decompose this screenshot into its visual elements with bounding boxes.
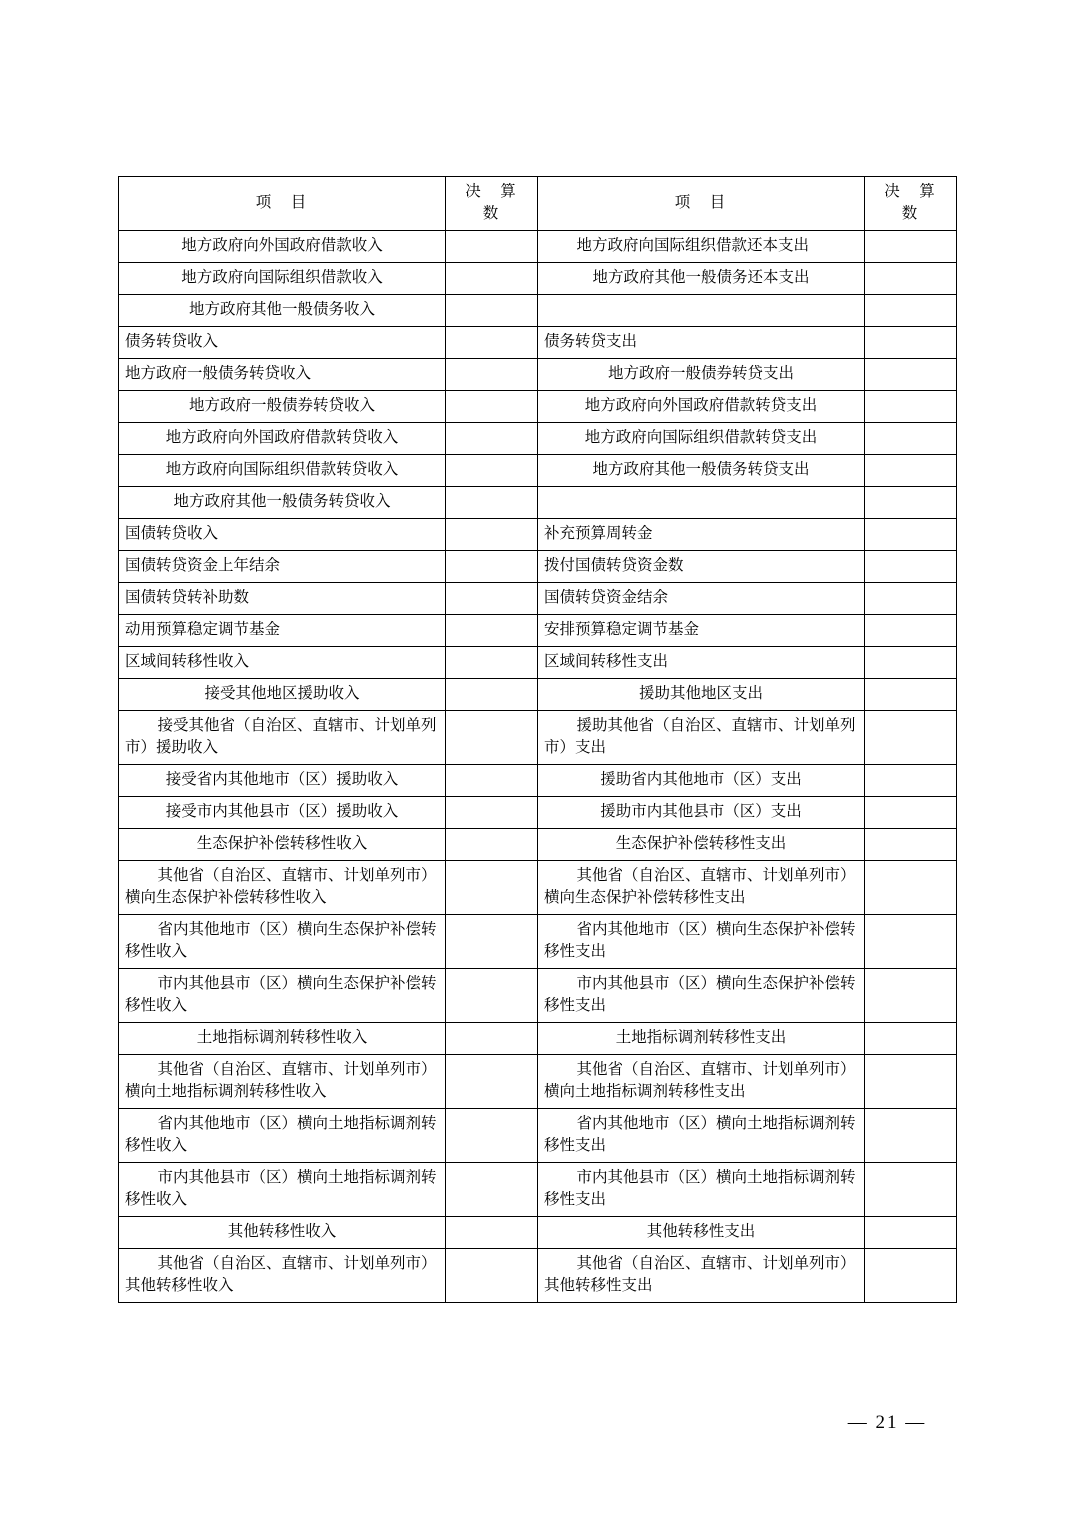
header-item-left: 项 目 [119, 177, 446, 231]
row-value-right [865, 861, 957, 915]
row-value-left [446, 1163, 538, 1217]
row-value-left [446, 765, 538, 797]
row-item-right: 市内其他县市（区）横向生态保护补偿转移性支出 [538, 969, 865, 1023]
table-row [119, 487, 957, 519]
row-value-left [446, 829, 538, 861]
table-row [119, 1109, 957, 1163]
row-item-right: 土地指标调剂转移性支出 [538, 1023, 865, 1055]
budget-table-container [118, 176, 956, 1303]
row-value-right [865, 765, 957, 797]
table-row [119, 1249, 957, 1303]
row-value-right [865, 679, 957, 711]
table-row [119, 455, 957, 487]
row-value-left [446, 711, 538, 765]
row-item-right: 其他省（自治区、直辖市、计划单列市）横向土地指标调剂转移性支出 [538, 1055, 865, 1109]
table-row [119, 829, 957, 861]
table-row [119, 765, 957, 797]
row-value-right [865, 455, 957, 487]
row-item-right: 地方政府向国际组织借款还本支出 [538, 231, 865, 263]
row-value-left [446, 1109, 538, 1163]
table-row [119, 711, 957, 765]
row-item-right: 援助省内其他地市（区）支出 [538, 765, 865, 797]
row-item-left: 地方政府其他一般债务转贷收入 [119, 487, 446, 519]
table-body [119, 231, 957, 1303]
row-item-left: 地方政府其他一般债务收入 [119, 295, 446, 327]
row-item-right: 其他省（自治区、直辖市、计划单列市）其他转移性支出 [538, 1249, 865, 1303]
row-item-left: 地方政府向国际组织借款收入 [119, 263, 446, 295]
header-item-right: 项 目 [538, 177, 865, 231]
row-value-right [865, 1055, 957, 1109]
table-row [119, 647, 957, 679]
row-item-left: 国债转贷转补助数 [119, 583, 446, 615]
row-item-right: 安排预算稳定调节基金 [538, 615, 865, 647]
table-row [119, 423, 957, 455]
row-item-right: 地方政府一般债券转贷支出 [538, 359, 865, 391]
row-value-right [865, 1163, 957, 1217]
table-row [119, 861, 957, 915]
row-value-left [446, 519, 538, 551]
row-value-right [865, 295, 957, 327]
row-item-left: 其他省（自治区、直辖市、计划单列市）横向生态保护补偿转移性收入 [119, 861, 446, 915]
row-value-right [865, 797, 957, 829]
row-item-left: 接受其他地区援助收入 [119, 679, 446, 711]
row-item-right: 市内其他县市（区）横向土地指标调剂转移性支出 [538, 1163, 865, 1217]
row-value-right [865, 359, 957, 391]
row-item-left: 市内其他县市（区）横向生态保护补偿转移性收入 [119, 969, 446, 1023]
row-item-left: 生态保护补偿转移性收入 [119, 829, 446, 861]
budget-table [118, 176, 957, 1303]
table-row [119, 583, 957, 615]
row-value-left [446, 327, 538, 359]
table-row [119, 1217, 957, 1249]
row-value-left [446, 1055, 538, 1109]
header-value-right: 决 算 数 [865, 177, 957, 231]
row-item-right: 债务转贷支出 [538, 327, 865, 359]
row-value-left [446, 231, 538, 263]
row-item-right: 其他转移性支出 [538, 1217, 865, 1249]
row-item-right: 地方政府其他一般债务还本支出 [538, 263, 865, 295]
row-item-right: 生态保护补偿转移性支出 [538, 829, 865, 861]
table-row [119, 1163, 957, 1217]
row-value-left [446, 583, 538, 615]
row-value-left [446, 359, 538, 391]
table-row [119, 797, 957, 829]
row-item-left: 其他转移性收入 [119, 1217, 446, 1249]
row-value-right [865, 423, 957, 455]
row-value-right [865, 519, 957, 551]
row-value-left [446, 263, 538, 295]
table-row [119, 327, 957, 359]
table-row [119, 295, 957, 327]
row-item-right: 补充预算周转金 [538, 519, 865, 551]
row-item-left: 其他省（自治区、直辖市、计划单列市）横向土地指标调剂转移性收入 [119, 1055, 446, 1109]
table-header-row [119, 177, 957, 231]
row-item-left: 债务转贷收入 [119, 327, 446, 359]
row-item-left: 国债转贷资金上年结余 [119, 551, 446, 583]
row-value-right [865, 391, 957, 423]
row-item-left: 地方政府向外国政府借款转贷收入 [119, 423, 446, 455]
row-item-right [538, 295, 865, 327]
row-value-right [865, 829, 957, 861]
row-value-right [865, 969, 957, 1023]
row-item-left: 地方政府向国际组织借款转贷收入 [119, 455, 446, 487]
row-value-left [446, 915, 538, 969]
row-value-left [446, 487, 538, 519]
row-item-right: 区域间转移性支出 [538, 647, 865, 679]
row-item-left: 接受省内其他地市（区）援助收入 [119, 765, 446, 797]
row-item-left: 其他省（自治区、直辖市、计划单列市）其他转移性收入 [119, 1249, 446, 1303]
row-value-left [446, 797, 538, 829]
row-value-right [865, 711, 957, 765]
row-value-left [446, 1249, 538, 1303]
row-value-left [446, 647, 538, 679]
table-row [119, 615, 957, 647]
row-value-left [446, 861, 538, 915]
page-number [0, 1412, 1074, 1434]
table-row [119, 551, 957, 583]
row-item-right: 地方政府向外国政府借款转贷支出 [538, 391, 865, 423]
row-value-left [446, 1217, 538, 1249]
row-value-left [446, 679, 538, 711]
table-row [119, 1055, 957, 1109]
table-row [119, 231, 957, 263]
table-row [119, 391, 957, 423]
page-number-label: — 21 — [847, 1412, 927, 1433]
row-item-left: 土地指标调剂转移性收入 [119, 1023, 446, 1055]
row-item-left: 省内其他地市（区）横向土地指标调剂转移性收入 [119, 1109, 446, 1163]
row-value-right [865, 1023, 957, 1055]
row-item-left: 地方政府一般债券转贷收入 [119, 391, 446, 423]
table-row [119, 915, 957, 969]
row-value-right [865, 327, 957, 359]
row-item-left: 动用预算稳定调节基金 [119, 615, 446, 647]
row-value-right [865, 231, 957, 263]
row-value-left [446, 615, 538, 647]
row-value-left [446, 1023, 538, 1055]
row-item-right: 省内其他地市（区）横向生态保护补偿转移性支出 [538, 915, 865, 969]
row-value-right [865, 487, 957, 519]
row-value-left [446, 455, 538, 487]
row-value-right [865, 263, 957, 295]
table-row [119, 519, 957, 551]
row-value-right [865, 1249, 957, 1303]
row-value-right [865, 551, 957, 583]
row-item-right: 省内其他地市（区）横向土地指标调剂转移性支出 [538, 1109, 865, 1163]
row-item-left: 地方政府一般债务转贷收入 [119, 359, 446, 391]
row-item-right: 援助其他地区支出 [538, 679, 865, 711]
row-item-right: 其他省（自治区、直辖市、计划单列市）横向生态保护补偿转移性支出 [538, 861, 865, 915]
row-value-right [865, 615, 957, 647]
row-item-left: 区域间转移性收入 [119, 647, 446, 679]
row-item-left: 接受市内其他县市（区）援助收入 [119, 797, 446, 829]
row-value-left [446, 969, 538, 1023]
row-value-right [865, 1217, 957, 1249]
row-value-right [865, 647, 957, 679]
row-value-left [446, 423, 538, 455]
row-item-right: 地方政府其他一般债务转贷支出 [538, 455, 865, 487]
row-value-left [446, 551, 538, 583]
row-item-left: 市内其他县市（区）横向土地指标调剂转移性收入 [119, 1163, 446, 1217]
header-value-left: 决 算 数 [446, 177, 538, 231]
row-item-right: 拨付国债转贷资金数 [538, 551, 865, 583]
row-item-right [538, 487, 865, 519]
row-item-right: 地方政府向国际组织借款转贷支出 [538, 423, 865, 455]
row-item-right: 援助其他省（自治区、直辖市、计划单列市）支出 [538, 711, 865, 765]
row-value-right [865, 1109, 957, 1163]
row-value-right [865, 915, 957, 969]
row-value-right [865, 583, 957, 615]
row-item-left: 省内其他地市（区）横向生态保护补偿转移性收入 [119, 915, 446, 969]
table-row [119, 1023, 957, 1055]
row-value-left [446, 391, 538, 423]
table-row [119, 359, 957, 391]
row-item-left: 国债转贷收入 [119, 519, 446, 551]
row-item-left: 地方政府向外国政府借款收入 [119, 231, 446, 263]
table-row [119, 263, 957, 295]
row-value-left [446, 295, 538, 327]
table-row [119, 969, 957, 1023]
table-row [119, 679, 957, 711]
row-item-right: 国债转贷资金结余 [538, 583, 865, 615]
row-item-right: 援助市内其他县市（区）支出 [538, 797, 865, 829]
row-item-left: 接受其他省（自治区、直辖市、计划单列市）援助收入 [119, 711, 446, 765]
